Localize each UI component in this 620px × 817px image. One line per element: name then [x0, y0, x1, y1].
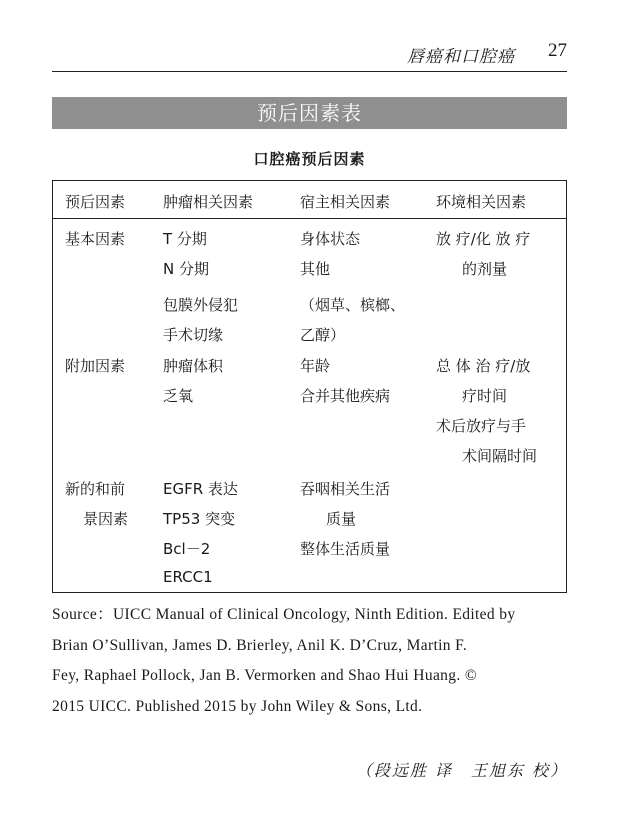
cell-line: 吞咽相关生活 [300, 480, 391, 498]
cell-host-essential [300, 224, 405, 350]
translator-credit: （段远胜 译 王旭东 校） [355, 761, 568, 780]
page-header [52, 30, 567, 72]
page-number: 27 [548, 40, 567, 61]
cell-line: ERCC1 [163, 568, 213, 586]
row-label-line: 附加因素 [65, 357, 126, 375]
cell-line: TP53 突变 [163, 510, 236, 528]
cell-line: EGFR 表达 [163, 480, 238, 498]
cell-line: 合并其他疾病 [300, 387, 391, 405]
cell-line: Bcl－2 [163, 540, 211, 558]
cell-line: 总 体 治 疗/放 [436, 357, 531, 375]
cell-line: 的剂量 [462, 260, 508, 278]
source-line: 2015 UICC. Published 2015 by John Wiley & Sons, Ltd. [52, 697, 423, 715]
prognostic-factors-table [52, 180, 567, 593]
table-header-row [53, 181, 566, 219]
cell-line: 其他 [300, 260, 331, 278]
cell-line: 放 疗/化 放 疗 [436, 230, 531, 248]
column-header-tumor-related: 肿瘤相关因素 [163, 193, 254, 211]
cell-env-essential [436, 224, 530, 284]
cell-host-additional [300, 351, 390, 411]
cell-line: 包膜外侵犯 [163, 296, 239, 314]
source-line: Source：UICC Manual of Clinical Oncology, Ninth Edition. Edited by [52, 606, 516, 623]
cell-line: N 分期 [163, 260, 209, 278]
row-label-essential [65, 224, 125, 254]
cell-line: （烟草、槟榔、 [300, 296, 406, 314]
cell-env-additional [436, 351, 537, 471]
column-header-environment-related: 环境相关因素 [436, 193, 527, 211]
source-line: Fey, Raphael Pollock, Jan B. Vermorken and Shao Hui Huang. © [52, 667, 477, 684]
column-header-prognostic-factor: 预后因素 [65, 193, 126, 211]
cell-line: 质量 [326, 510, 357, 528]
column-header-host-related: 宿主相关因素 [300, 193, 391, 211]
row-label-line: 新的和前 [65, 480, 126, 498]
cell-line: 乙醇） [300, 326, 346, 344]
cell-line: 肿瘤体积 [163, 357, 224, 375]
row-label-line: 基本因素 [65, 230, 126, 248]
source-line: Brian O’Sullivan, James D. Brierley, Anil K. D’Cruz, Martin F. [52, 636, 468, 654]
cell-line: 术间隔时间 [462, 447, 538, 465]
section-title-banner: 预后因素表 [52, 97, 567, 129]
row-label-new-promising [65, 474, 128, 534]
cell-line: 整体生活质量 [300, 540, 391, 558]
cell-line: 身体状态 [300, 230, 361, 248]
cell-line: 术后放疗与手 [436, 417, 527, 435]
cell-tumor-new-promising [163, 474, 238, 590]
running-title: 唇癌和口腔癌 [407, 47, 515, 67]
cell-host-new-promising [300, 474, 390, 564]
source-citation [52, 600, 572, 722]
cell-line: 手术切缘 [163, 326, 224, 344]
cell-line: 乏氧 [163, 387, 194, 405]
cell-line: 年龄 [300, 357, 331, 375]
cell-line: 疗时间 [462, 387, 508, 405]
cell-tumor-essential [163, 224, 238, 350]
cell-tumor-additional [163, 351, 223, 411]
row-label-additional [65, 351, 125, 381]
cell-line: T 分期 [163, 230, 207, 248]
table-caption: 口腔癌预后因素 [253, 150, 366, 168]
row-label-line: 景因素 [83, 510, 129, 528]
